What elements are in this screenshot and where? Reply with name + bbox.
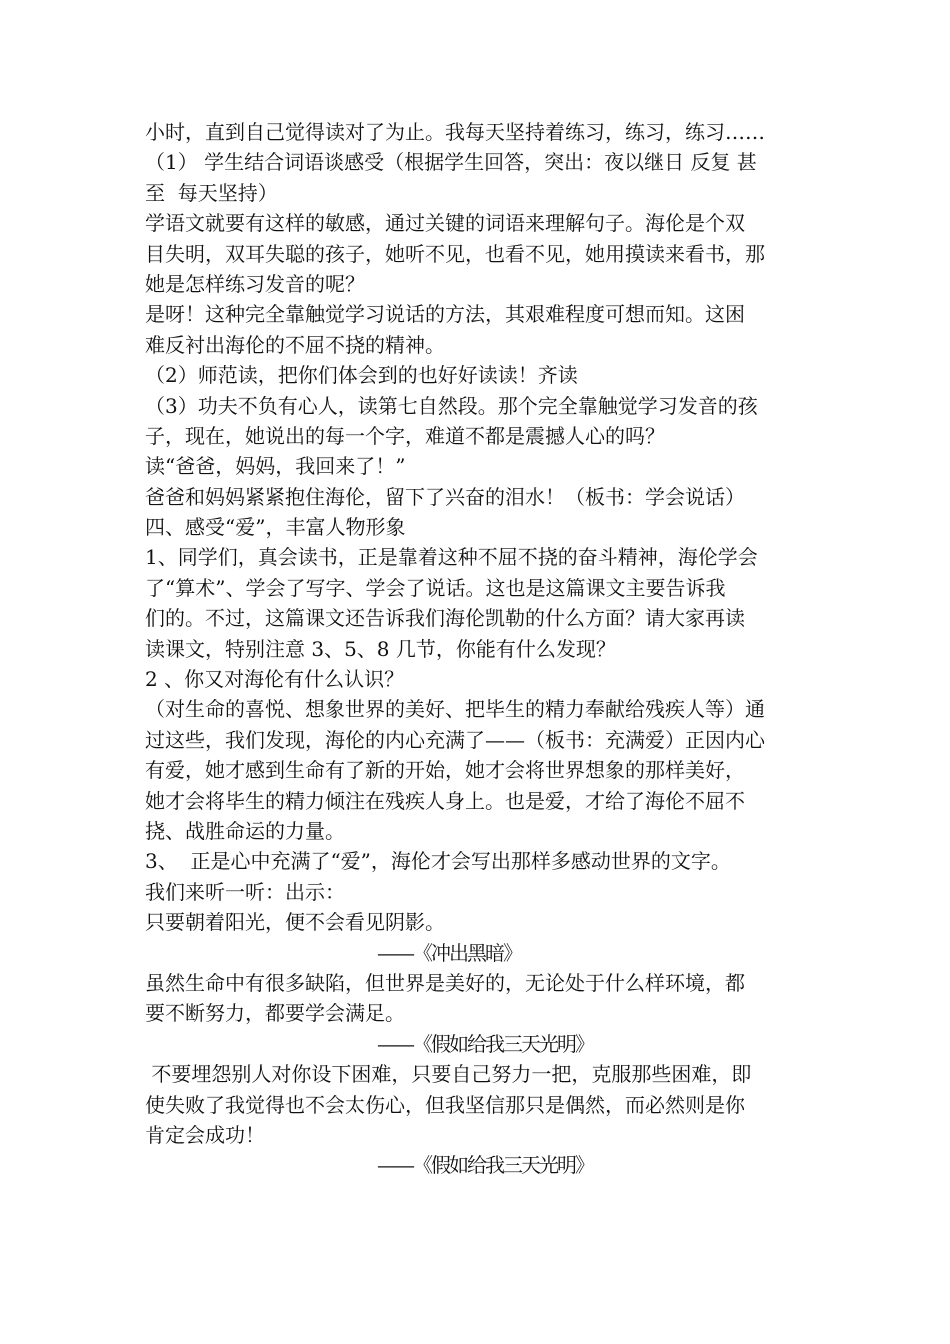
body-text-line: 只要朝着阳光，便不会看见阴影。	[145, 910, 445, 935]
body-text-line: 读课文，特别注意 3、5、8 几节，你能有什么发现？	[145, 636, 616, 661]
body-text-line: 3、 正是心中充满了“爱”，海伦才会写出那样多感动世界的文字。	[145, 849, 731, 874]
body-text-line: 要不断努力，都要学会满足。	[145, 1001, 405, 1026]
body-text-line: 有爱，她才感到生命有了新的开始，她才会将世界想象的那样美好，	[145, 758, 745, 783]
body-text-line: 读“爸爸，妈妈，我回来了！”	[145, 454, 406, 479]
body-text-line: 过这些，我们发现，海伦的内心充满了——（板书：充满爱）正因内心	[145, 727, 765, 752]
body-text-line: 她是怎样练习发音的呢？	[145, 271, 365, 296]
body-text-line: 子，现在，她说出的每一个字，难道不都是震撼人心的吗？	[145, 423, 665, 448]
body-text-line: 挠、战胜命运的力量。	[145, 818, 345, 843]
body-text-line: 不要埋怨别人对你设下困难，只要自己努力一把，克服那些困难，即	[145, 1062, 752, 1087]
body-text-line: 肯定会成功！	[145, 1122, 265, 1147]
body-text-line: （3）功夫不负有心人，读第七自然段。那个完全靠触觉学习发音的孩	[145, 393, 758, 418]
body-text-line: 爸爸和妈妈紧紧抱住海伦，留下了兴奋的泪水！（板书：学会说话）	[145, 484, 745, 509]
body-text-line: 了“算术”、学会了写字、学会了说话。这也是这篇课文主要告诉我	[145, 575, 726, 600]
body-text-line: （对生命的喜悦、想象世界的美好、把毕生的精力奉献给残疾人等）通	[145, 697, 765, 722]
body-text-line: 学语文就要有这样的敏感，通过关键的词语来理解句子。海伦是个双	[145, 211, 745, 236]
body-text-line: 1、同学们，真会读书，正是靠着这种不屈不挠的奋斗精神，海伦学会	[145, 545, 758, 570]
body-text-line: 我们来听一听：出示：	[145, 879, 345, 904]
document-body	[145, 117, 815, 1181]
body-text-line: 四、感受“爱”，丰富人物形象	[145, 515, 406, 540]
body-text-line: 她才会将毕生的精力倾注在残疾人身上。也是爱，才给了海伦不屈不	[145, 788, 745, 813]
body-text-line: 使失败了我觉得也不会太伤心，但我坚信那只是偶然，而必然则是你	[145, 1092, 745, 1117]
body-text-line: 难反衬出海伦的不屈不挠的精神。	[145, 332, 445, 357]
body-text-line: 们的。不过，这篇课文还告诉我们海伦凯勒的什么方面？请大家再读	[145, 606, 745, 631]
body-text-line: 2 、你又对海伦有什么认识？	[145, 667, 405, 692]
quote-source-line: ——《假如给我三天光明》	[377, 1031, 593, 1056]
body-text-line: 是呀！这种完全靠触觉学习说话的方法，其艰难程度可想而知。这困	[145, 302, 745, 327]
body-text-line: （1） 学生结合词语谈感受（根据学生回答，突出：夜以继日 反复 甚	[145, 150, 757, 175]
body-text-line: 目失明，双耳失聪的孩子，她听不见，也看不见，她用摸读来看书，那	[145, 241, 765, 266]
quote-source-line: ——《假如给我三天光明》	[377, 1153, 593, 1178]
body-text-line: 至 每天坚持）	[145, 180, 278, 205]
quote-source-line: ——《冲出黑暗》	[377, 940, 521, 965]
body-text-line: （2）师范读，把你们体会到的也好好读读！齐读	[145, 363, 578, 388]
body-text-line: 小时，直到自己觉得读对了为止。我每天坚持着练习，练习，练习……	[145, 120, 765, 144]
body-text-line: 虽然生命中有很多缺陷，但世界是美好的，无论处于什么样环境，都	[145, 970, 745, 995]
